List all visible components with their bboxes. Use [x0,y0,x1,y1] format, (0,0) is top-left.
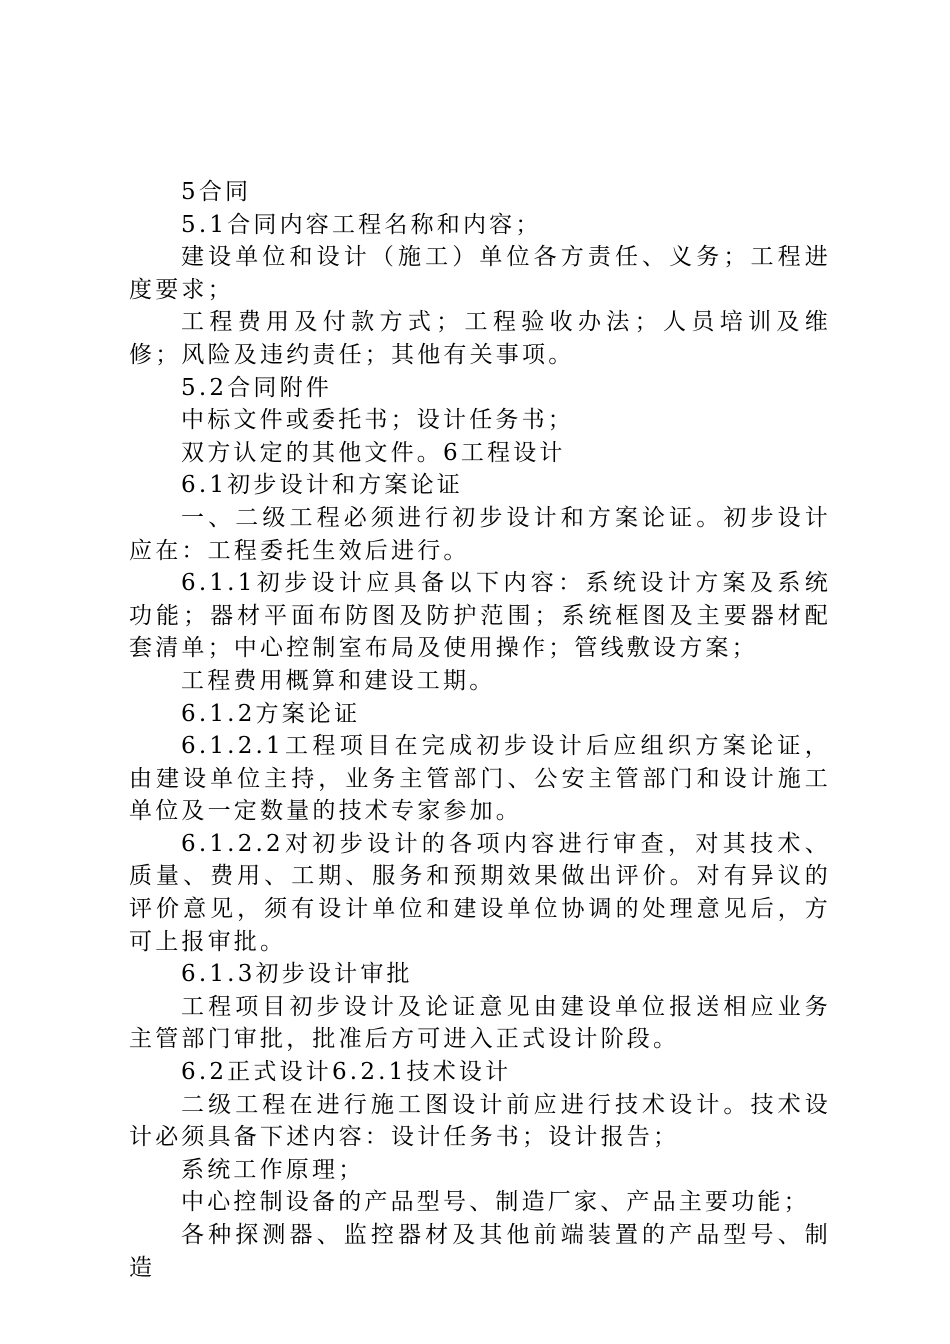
paragraph: 双方认定的其他文件。6工程设计 [181,439,566,466]
paragraph: 工程项目初步设计及论证意见由建设单位报送相应业务主管部门审批，批准后方可进入正式设计阶段。 [129,993,831,1053]
paragraph: 二级工程在进行施工图设计前应进行技术设计。技术设计必须具备下述内容：设计任务书；设计报告； [129,1091,831,1151]
paragraph: 中心控制设备的产品型号、制造厂家、产品主要功能； [181,1189,810,1216]
paragraph: 6.1.2.2对初步设计的各项内容进行审查，对其技术、质量、费用、工期、服务和预期效果做出评价。对有异议的评价意见，须有设计单位和建设单位协调的处理意见后，方可上报审批。 [129,830,831,955]
paragraph: 6.1.2.1工程项目在完成初步设计后应组织方案论证，由建设单位主持，业务主管部门、公安主管部门和设计施工单位及一定数量的技术专家参加。 [129,733,831,825]
paragraph: 6.1.1初步设计应具备以下内容：系统设计方案及系统功能；器材平面布防图及防护范围；系统框图及主要器材配套清单；中心控制室布局及使用操作；管线敷设方案； [129,570,831,662]
paragraph-heading-6-1-3: 6.1.3初步设计审批 [181,961,413,988]
paragraph-heading-6-1-2: 6.1.2方案论证 [181,700,361,727]
paragraph: 一、二级工程必须进行初步设计和方案论证。初步设计应在：工程委托生效后进行。 [129,504,831,564]
paragraph: 中标文件或委托书；设计任务书； [181,407,574,434]
paragraph: 建设单位和设计（施工）单位各方责任、义务；工程进度要求； [129,244,831,303]
paragraph-heading-5-2: 5.2合同附件 [181,374,332,401]
paragraph-heading-5: 5合同 [181,179,252,205]
paragraph-heading-5-1: 5.1合同内容工程名称和内容； [181,211,542,238]
paragraph-heading-6-1: 6.1初步设计和方案论证 [181,472,463,499]
paragraph-heading-6-2: 6.2正式设计6.2.1技术设计 [181,1059,512,1086]
paragraph: 系统工作原理； [181,1156,365,1183]
paragraph: 工程费用及付款方式；工程验收办法；人员培训及维修；风险及违约责任；其他有关事项。 [129,309,831,368]
paragraph: 各种探测器、监控器材及其他前端装置的产品型号、制造 [129,1222,831,1281]
paragraph: 工程费用概算和建设工期。 [181,667,496,694]
document-body [129,176,831,1284]
